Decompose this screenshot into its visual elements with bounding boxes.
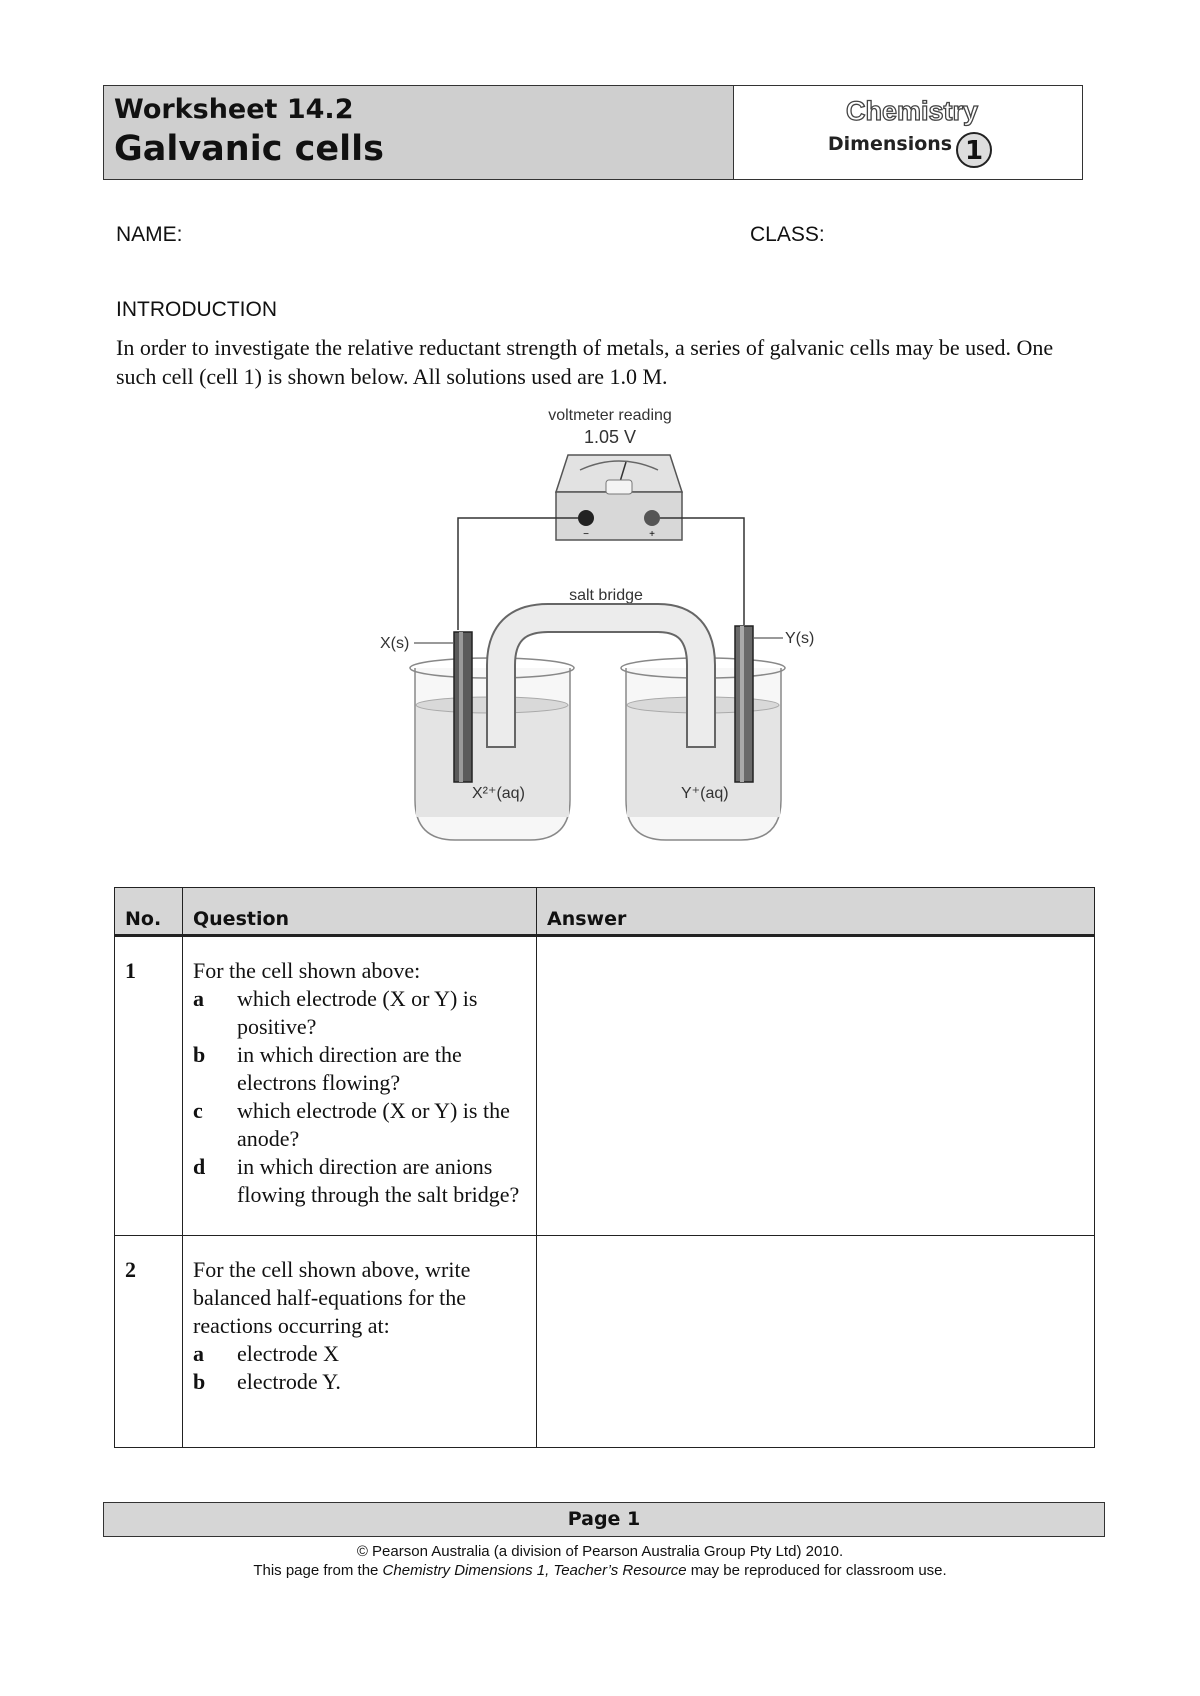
header-answer: Answer bbox=[537, 888, 1095, 936]
chemistry-dimensions-logo bbox=[820, 92, 1000, 172]
voltmeter-caption: voltmeter reading bbox=[548, 407, 672, 424]
name-label: NAME: bbox=[116, 223, 183, 246]
header-logo-block bbox=[734, 86, 1082, 179]
question-number: 1 bbox=[115, 936, 183, 1236]
reproduction-notice bbox=[0, 1562, 1200, 1579]
part-letter: b bbox=[193, 1042, 206, 1067]
positive-terminal bbox=[644, 510, 660, 526]
header-title-block bbox=[104, 86, 734, 179]
question-part bbox=[193, 1041, 526, 1097]
worksheet-title: Galvanic cells bbox=[114, 129, 384, 169]
question-intro: For the cell shown above, write balanced half-equations for the reactions occurring at: bbox=[193, 1257, 471, 1338]
part-letter: d bbox=[193, 1154, 206, 1179]
book-title: Chemistry Dimensions 1, Teacher’s Resource bbox=[382, 1562, 687, 1579]
reproduction-prefix: This page from the bbox=[253, 1562, 383, 1579]
part-text: electrode X bbox=[237, 1341, 339, 1366]
question-part bbox=[193, 1340, 526, 1368]
question-part bbox=[193, 1097, 526, 1153]
salt-bridge-formula: KNO₃(aq) bbox=[571, 609, 641, 626]
part-letter: a bbox=[193, 986, 204, 1011]
table-header-row bbox=[115, 888, 1095, 936]
question-number: 2 bbox=[115, 1236, 183, 1448]
worksheet-number: Worksheet 14.2 bbox=[114, 94, 354, 125]
copyright-notice: © Pearson Australia (a division of Pearson Australia Group Pty Ltd) 2010. bbox=[356, 1543, 844, 1560]
header-no: No. bbox=[115, 888, 183, 936]
part-text: electrode Y. bbox=[237, 1369, 341, 1394]
solution-x-label: X²⁺(aq) bbox=[472, 785, 525, 802]
question-cell bbox=[183, 1236, 537, 1448]
introduction-heading: INTRODUCTION bbox=[116, 298, 277, 321]
question-part bbox=[193, 985, 526, 1041]
electrode-y-label: Y(s) bbox=[785, 630, 815, 647]
voltmeter bbox=[556, 455, 682, 540]
voltmeter-reading: 1.05 V bbox=[583, 427, 637, 447]
answer-cell[interactable] bbox=[537, 936, 1095, 1236]
introduction-text: In order to investigate the relative reductant strength of metals, a series of galvanic cells may be used. One such cell (cell 1) is shown below. All solutions used are 1.0 M. bbox=[116, 335, 1054, 389]
question-part bbox=[193, 1368, 526, 1396]
part-text: which electrode (X or Y) is positive? bbox=[237, 986, 478, 1039]
table-row bbox=[115, 1236, 1095, 1448]
question-cell bbox=[183, 936, 537, 1236]
reproduction-suffix: may be reproduced for classroom use. bbox=[686, 1562, 947, 1579]
class-label: CLASS: bbox=[750, 223, 825, 246]
part-letter: c bbox=[193, 1098, 203, 1123]
part-text: in which direction are the electrons flowing? bbox=[237, 1042, 462, 1095]
negative-sign: − bbox=[583, 529, 589, 540]
logo-line1: Chemistry bbox=[845, 96, 979, 126]
answer-cell[interactable] bbox=[537, 1236, 1095, 1448]
negative-terminal bbox=[578, 510, 594, 526]
table-row bbox=[115, 936, 1095, 1236]
logo-number: 1 bbox=[964, 136, 984, 166]
solution-y-label: Y⁺(aq) bbox=[681, 785, 729, 802]
header-question: Question bbox=[183, 888, 537, 936]
part-text: which electrode (X or Y) is the anode? bbox=[237, 1098, 510, 1151]
question-intro: For the cell shown above: bbox=[193, 958, 421, 983]
electrode-x-label: X(s) bbox=[380, 635, 410, 652]
question-table bbox=[114, 887, 1095, 1448]
salt-bridge-label: salt bridge bbox=[569, 587, 643, 604]
logo-line2: Dimensions bbox=[827, 133, 953, 155]
positive-sign: + bbox=[649, 529, 655, 540]
part-text: in which direction are anions flowing through the salt bridge? bbox=[237, 1154, 520, 1207]
page-number: Page 1 bbox=[103, 1502, 1105, 1537]
worksheet-header bbox=[103, 85, 1083, 180]
part-letter: b bbox=[193, 1369, 206, 1394]
question-part bbox=[193, 1153, 526, 1209]
galvanic-cell-diagram bbox=[380, 400, 840, 850]
part-letter: a bbox=[193, 1341, 204, 1366]
